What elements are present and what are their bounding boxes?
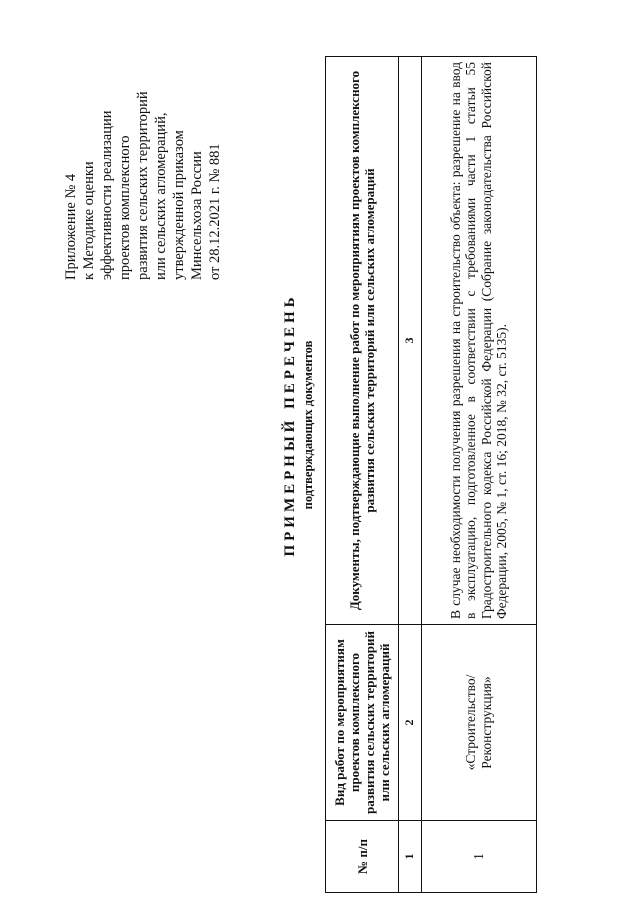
appendix-block [62, 10, 224, 280]
table-header-row [326, 57, 399, 893]
document-subtitle: подтверждающих документов [301, 340, 315, 510]
table-row [421, 57, 536, 893]
document-title: ПРИМЕРНЫЙ ПЕРЕЧЕНЬ [282, 293, 298, 557]
column-number: 2 [399, 625, 422, 821]
appendix-line: от 28.12.2021 г. № 881 [207, 143, 223, 280]
header-documents: Документы, подтверждающие выполнение работ по мероприятиям проектов комплексного развития сельских территорий или сельских агломераций [326, 57, 399, 625]
title-block [282, 225, 316, 625]
header-number: № п/п [326, 821, 399, 893]
documents-table [325, 56, 537, 893]
row-documents: В случае необходимости получения разрешения на строительство объекта: разрешение на ввод в эксплуатацию, подготовленное в соответствии с требованиями части 1 статьи 55 Градостроительного кодекса Российской Федерации (Собрание законодательства Российской Федерации, 2005, № 1, ст. 16; 2018, № 32, ст. 5135). [421, 57, 536, 625]
column-number: 1 [399, 821, 422, 893]
row-work-type: «Строительство/Реконструкция» [421, 625, 536, 821]
header-work-type: Вид работ по мероприятиям проектов комплексного развития сельских территорий или сельских агломераций [326, 625, 399, 821]
column-number: 3 [399, 57, 422, 625]
appendix-line: утвержденной приказом [171, 130, 187, 280]
appendix-line: развития сельских территорий [135, 91, 151, 280]
appendix-line: Приложение № 4 [63, 173, 79, 280]
column-number-row [399, 57, 422, 893]
appendix-line: Минсельхоза России [189, 151, 205, 280]
appendix-line: или сельских агломераций, [153, 112, 169, 280]
appendix-line: к Методике оценки [81, 161, 97, 280]
appendix-line: эффективности реализации [99, 110, 115, 280]
row-number: 1 [421, 821, 536, 893]
appendix-line: проектов комплексного [117, 135, 133, 280]
